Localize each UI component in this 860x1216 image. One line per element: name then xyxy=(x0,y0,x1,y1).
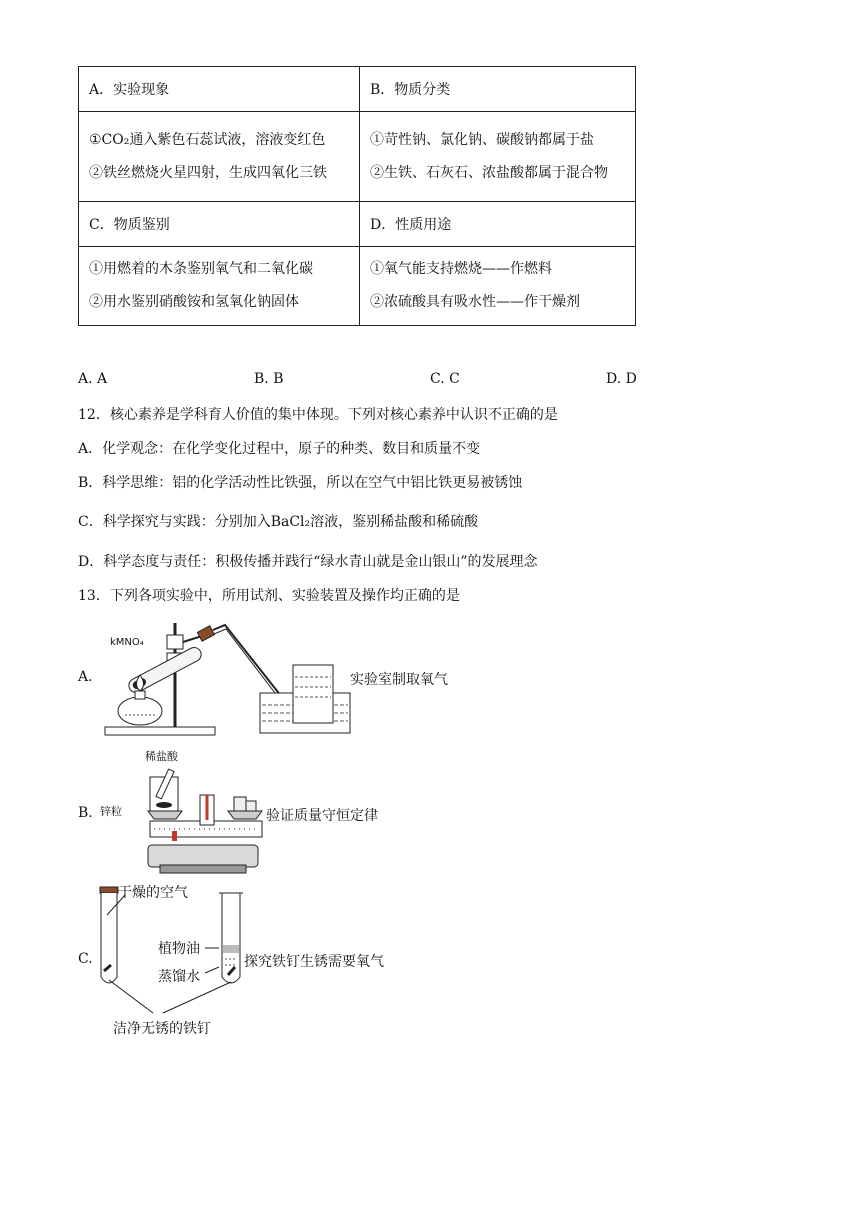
cell-c-body xyxy=(79,247,360,326)
cell-a-line-2: ②铁丝燃烧火星四射，生成四氧化三铁 xyxy=(89,164,327,181)
q13-option-c-caption: 探究铁钉生锈需要氧气 xyxy=(244,954,384,970)
dilute-hcl-label: 稀盐酸 xyxy=(145,750,178,763)
zinc-granules-label: 锌粒 xyxy=(100,805,122,818)
distilled-water-label: 蒸馏水 xyxy=(158,969,200,985)
q12-option-a[interactable]: A．化学观念：在化学变化过程中，原子的种类、数目和质量不变 xyxy=(78,441,481,457)
oxygen-apparatus-diagram xyxy=(95,615,355,740)
kmno4-label: kMNO₄ xyxy=(110,637,144,648)
q13-option-c-letter[interactable]: C. xyxy=(78,951,93,967)
cell-c-heading: C．物质鉴别 xyxy=(79,202,360,247)
cell-a-heading: A．实验现象 xyxy=(79,67,360,112)
vegetable-oil-label: 植物油 xyxy=(158,941,200,957)
cell-d-body xyxy=(360,247,636,326)
q13-option-a-caption: 实验室制取氧气 xyxy=(350,672,448,688)
q12-option-c[interactable]: C．科学探究与实践：分别加入BaCl₂溶液，鉴别稀盐酸和稀硫酸 xyxy=(78,514,479,530)
q13-option-b-letter[interactable]: B. xyxy=(78,805,93,821)
cell-a-body xyxy=(79,112,360,202)
q13-option-a-letter[interactable]: A. xyxy=(78,669,93,685)
cell-c-line-1: ①用燃着的木条鉴别氧气和二氧化碳 xyxy=(89,261,313,277)
q12-option-d[interactable]: D．科学态度与责任：积极传播并践行“绿水青山就是金山银山”的发展理念 xyxy=(78,554,538,570)
cell-b-line-1: ①苛性钠、氯化钠、碳酸钠都属于盐 xyxy=(370,131,594,148)
q13-stem: 13．下列各项实验中，所用试剂、实验装置及操作均正确的是 xyxy=(78,588,460,604)
cell-b-body xyxy=(360,112,636,202)
dry-air-label: 干燥的空气 xyxy=(118,885,188,901)
balance-diagram xyxy=(120,765,270,877)
q12-option-b[interactable]: B．科学思维：铝的化学活动性比铁强，所以在空气中铝比铁更易被锈蚀 xyxy=(78,475,523,491)
q11-option-d[interactable]: D. D xyxy=(606,371,637,387)
q11-option-b[interactable]: B. B xyxy=(254,371,284,387)
cell-b-heading: B．物质分类 xyxy=(360,67,636,112)
cell-d-line-2: ②浓硫酸具有吸水性——作干燥剂 xyxy=(370,294,580,310)
q12-stem: 12．核心素养是学科育人价值的集中体现。下列对核心素养中认识不正确的是 xyxy=(78,407,558,423)
q11-option-c[interactable]: C. C xyxy=(430,371,460,387)
q11-table xyxy=(78,66,636,326)
q11-option-a[interactable]: A. A xyxy=(78,371,108,387)
cell-d-line-1: ①氧气能支持燃烧——作燃料 xyxy=(370,261,552,277)
q13-option-b-caption: 验证质量守恒定律 xyxy=(266,808,378,824)
cell-c-line-2: ②用水鉴别硝酸铵和氢氧化钠固体 xyxy=(89,294,299,310)
cell-b-line-2: ②生铁、石灰石、浓盐酸都属于混合物 xyxy=(370,164,608,181)
cell-d-heading: D．性质用途 xyxy=(360,202,636,247)
cell-a-line-1: ①CO₂通入紫色石蕊试液，溶液变红色 xyxy=(89,131,326,148)
clean-nail-label: 洁净无锈的铁钉 xyxy=(113,1021,211,1037)
